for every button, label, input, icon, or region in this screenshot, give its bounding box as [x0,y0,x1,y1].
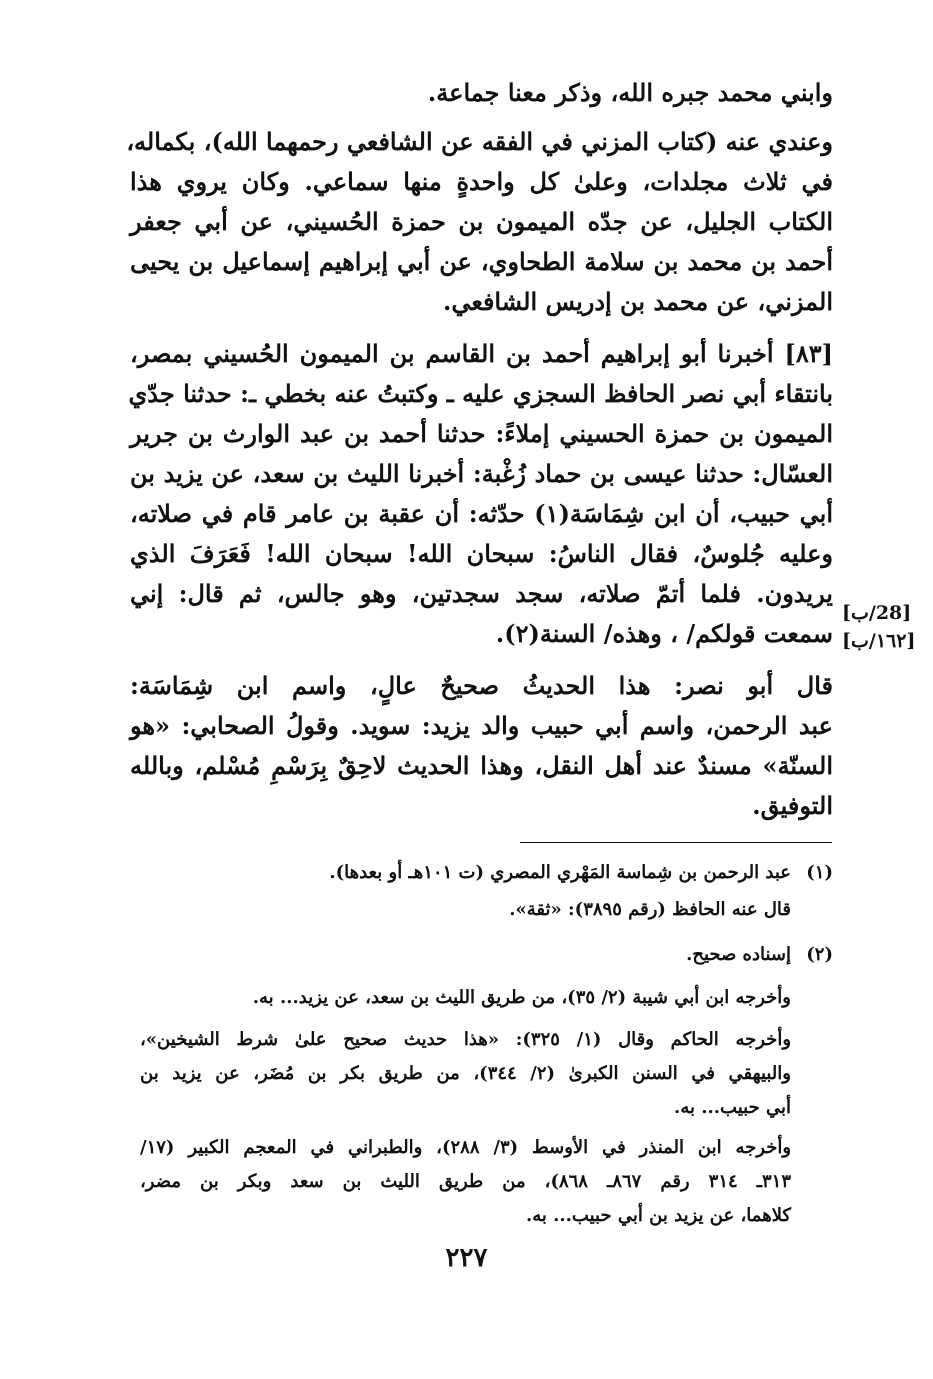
footnote-2-line-3: وأخرجه الحاكم وقال (١/ ٣٢٥): «هذا حديث صحيح علىٰ شرط الشيخين»، [140,1029,792,1050]
body-line-4: الكتاب الجليل، عن جدّه الميمون بن حمزة الحُسيني، عن أبي جعفر [130,207,833,236]
footnote-2-line-7: ٣١٣ـ ٣١٤ رقم ٨٦٧ـ ٨٦٨)، من طريق الليث بن سعد وبكر بن مضر، [140,1171,791,1192]
hadith-line-3: الميمون بن حمزة الحسيني إملاءً: حدثنا أحمد بن عبد الوارث بن جرير [130,419,833,448]
commentary-line-2: عبد الرحمن، واسم أبي حبيب والد يزيد: سويد. وقولُ الصحابي: «هو [130,711,833,740]
body-line-6: المزني، عن محمد بن إدريس الشافعي. [443,287,833,316]
footnote-2-line-2: وأخرجه ابن أبي شيبة (٢/ ٣٥)، من طريق الليث بن سعد، عن يزيد... به. [252,987,791,1008]
body-line-1: وابني محمد جبره الله، وذكر معنا جماعة. [427,78,833,107]
hadith-line-1: [٨٣] أخبرنا أبو إبراهيم أحمد بن القاسم بن الميمون الحُسيني بمصر، [130,339,833,368]
footnote-separator [520,842,832,843]
footnote-2-line-5: أبي حبيب... به. [674,1097,791,1118]
hadith-line-6: وعليه جُلوسٌ، فقال الناسُ: سبحان الله! سبحان الله! فَعَرَفَ الذي [130,539,833,568]
body-line-3: في ثلاث مجلدات، وعلىٰ كل واحدةٍ منها سماعي. وكان يروي هذا [130,167,833,196]
commentary-line-3: السنّة» مسندٌ عند أهل النقل، وهذا الحديث لاحِقٌ بِرَسْمِ مُسْلم، وبالله [130,751,833,780]
hadith-line-8: سمعت قولكم/ ، وهذه/ السنة(٢). [495,619,833,648]
footnote-1-line-2: قال عنه الحافظ (رقم ٣٨٩٥): «ثقة». [509,899,791,920]
body-line-5: أحمد بن محمد بن سلامة الطحاوي، عن أبي إبراهيم إسماعيل بن يحيى [130,247,833,276]
footnote-1-line-1: عبد الرحمن بن شِماسة المَهْري المصري (ت ١٠١هـ أو بعدها). [329,862,791,883]
footnote-2-line-1: إسناده صحيح. [686,944,791,965]
hadith-line-7: يريدون. فلما أتمّ صلاته، سجد سجدتين، وهو جالس، ثم قال: إني [130,579,833,608]
hadith-line-2: بانتقاء أبي نصر الحافظ السجزي عليه ـ وكتبتُ عنه بخطي ـ: حدثنا جدّي [128,379,833,408]
margin-note-folio-1: [28/ب] [842,602,912,624]
footnote-2-line-8: كلاهما، عن يزيد بن أبي حبيب... به. [525,1205,791,1226]
body-line-2: وعندي عنه (كتاب المزني في الفقه عن الشافعي رحمهما الله)، بكماله، [126,127,833,156]
hadith-line-5: أبي حبيب، أن ابن شِمَاسَة(١) حدّثه: أن عقبة بن عامر قام في صلاته، [130,499,833,528]
margin-note-folio-2: [١٦٢/ب] [842,630,916,652]
hadith-line-4: العسّال: حدثنا عيسى بن حماد زُغْبة: أخبرنا الليث بن سعد، عن يزيد بن [130,459,833,488]
footnote-1-number: (١) [806,862,833,883]
footnote-2-number: (٢) [806,944,833,965]
footnote-2-line-4: والبيهقي في السنن الكبرىٰ (٢/ ٣٤٤)، من طريق بكر بن مُضَر، عن يزيد بن [140,1063,791,1084]
footnote-2-line-6: وأخرجه ابن المنذر في الأوسط (٣/ ٢٨٨)، والطبراني في المعجم الكبير (١٧/ [140,1137,792,1158]
commentary-line-4: التوفيق. [752,791,833,820]
page-number: ٢٢٧ [445,1243,488,1273]
commentary-line-1: قال أبو نصر: هذا الحديثُ صحيحٌ عالٍ، واسم ابن شِمَاسَة: [130,671,833,700]
